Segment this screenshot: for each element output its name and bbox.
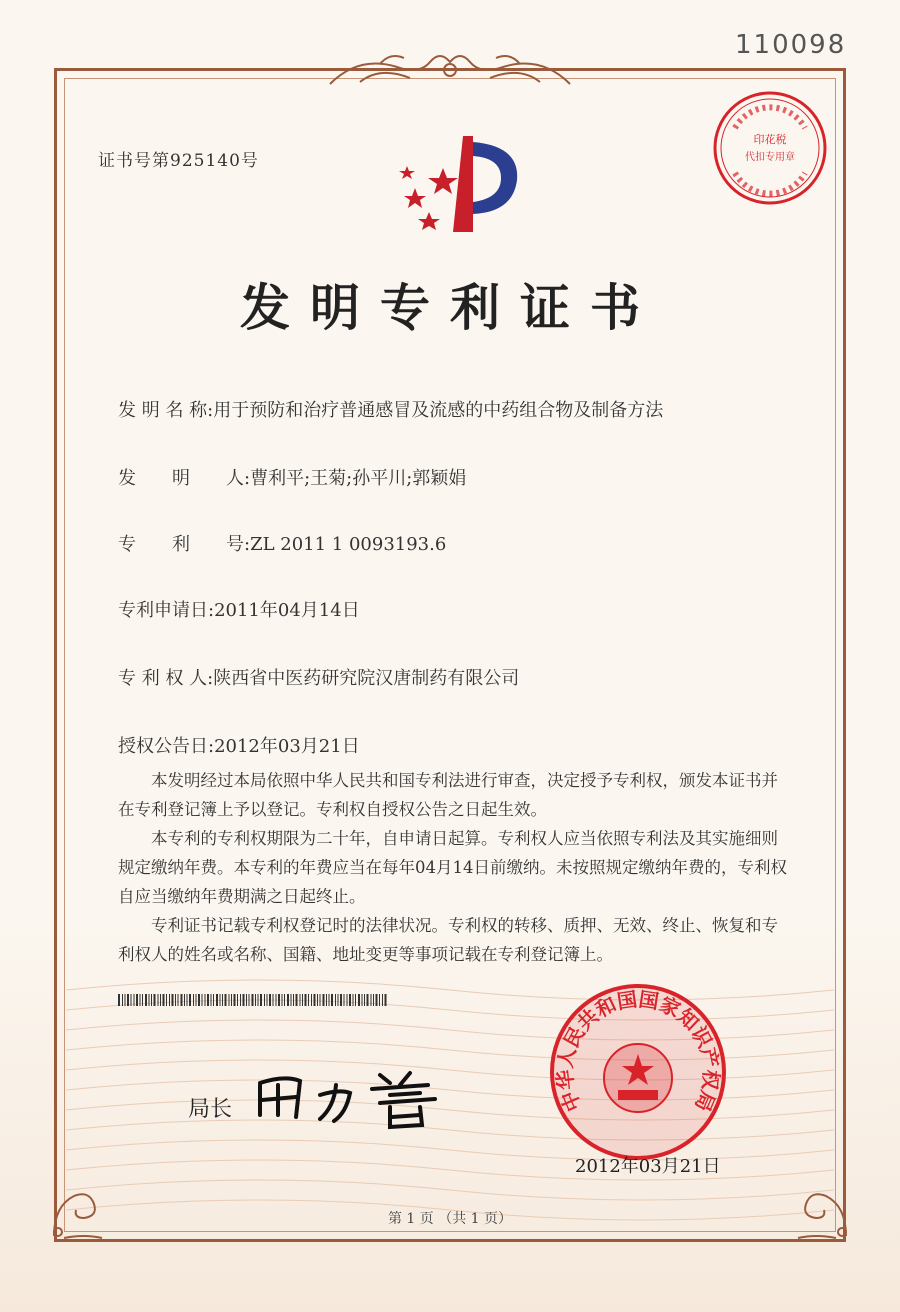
body-paragraph: 本专利的专利权期限为二十年，自申请日起算。专利权人应当依照专利法及其实施细则规定缴纳年费。本专利的年费应当在每年04月14日前缴纳。未按照规定缴纳年费的，专利权自应当缴纳年费期满之日起终止。 — [118, 829, 787, 906]
svg-text:印花税: 印花税 — [753, 133, 787, 146]
seal-text: 中华人民共和国国家知识产权局 — [552, 986, 724, 1116]
field-inventors — [118, 464, 466, 490]
svg-text:代扣专用章: 代扣专用章 — [745, 152, 795, 163]
issue-date: 2012年03月21日 — [575, 1156, 721, 1177]
body-paragraph: 专利证书记载专利权登记时的法律状况。专利权的转移、质押、无效、终止、恢复和专利权人的姓名或名称、国籍、地址变更等事项记载在专利登记簿上。 — [118, 916, 778, 964]
field-value: 曹利平;王菊;孙平川;郭颖娟 — [250, 468, 467, 489]
certificate-title: 发明专利证书 — [240, 278, 660, 337]
field-label: 授权公告日: — [118, 736, 215, 757]
certificate-body — [118, 766, 794, 969]
field-label: 专利申请日: — [118, 600, 215, 621]
page-footer: 第 1 页 （共 1 页） — [387, 1211, 513, 1227]
field-value: 2011年04月14日 — [214, 600, 360, 621]
top-ornament — [320, 44, 580, 92]
tax-stamp — [710, 88, 830, 208]
certificate-number: 证书号第925140号 — [98, 151, 259, 171]
official-seal — [548, 982, 728, 1162]
field-filing-date — [118, 596, 360, 622]
barcode — [118, 994, 390, 1006]
field-label: 专 利 号: — [118, 534, 251, 555]
field-patentee — [118, 664, 519, 690]
field-value: 2012年03月21日 — [214, 736, 360, 757]
director-signature — [250, 1055, 450, 1135]
director-label: 局长 — [188, 1097, 233, 1122]
handwritten-note: 110098 — [735, 30, 847, 60]
field-patent-number — [118, 530, 446, 556]
field-value: 陕西省中医药研究院汉唐制药有限公司 — [213, 668, 520, 689]
field-label: 发 明 名 称: — [118, 400, 214, 421]
field-grant-date — [118, 732, 360, 758]
body-paragraph: 本发明经过本局依照中华人民共和国专利法进行审查，决定授予专利权，颁发本证书并在专利登记簿上予以登记。专利权自授权公告之日起生效。 — [118, 771, 778, 819]
field-value: 用于预防和治疗普通感冒及流感的中药组合物及制备方法 — [213, 400, 664, 421]
field-invention-name — [118, 396, 663, 422]
field-label: 专 利 权 人: — [118, 668, 214, 689]
field-value: ZL 2011 1 0093193.6 — [250, 534, 447, 555]
patent-office-logo — [385, 128, 530, 238]
field-label: 发 明 人: — [118, 468, 251, 489]
